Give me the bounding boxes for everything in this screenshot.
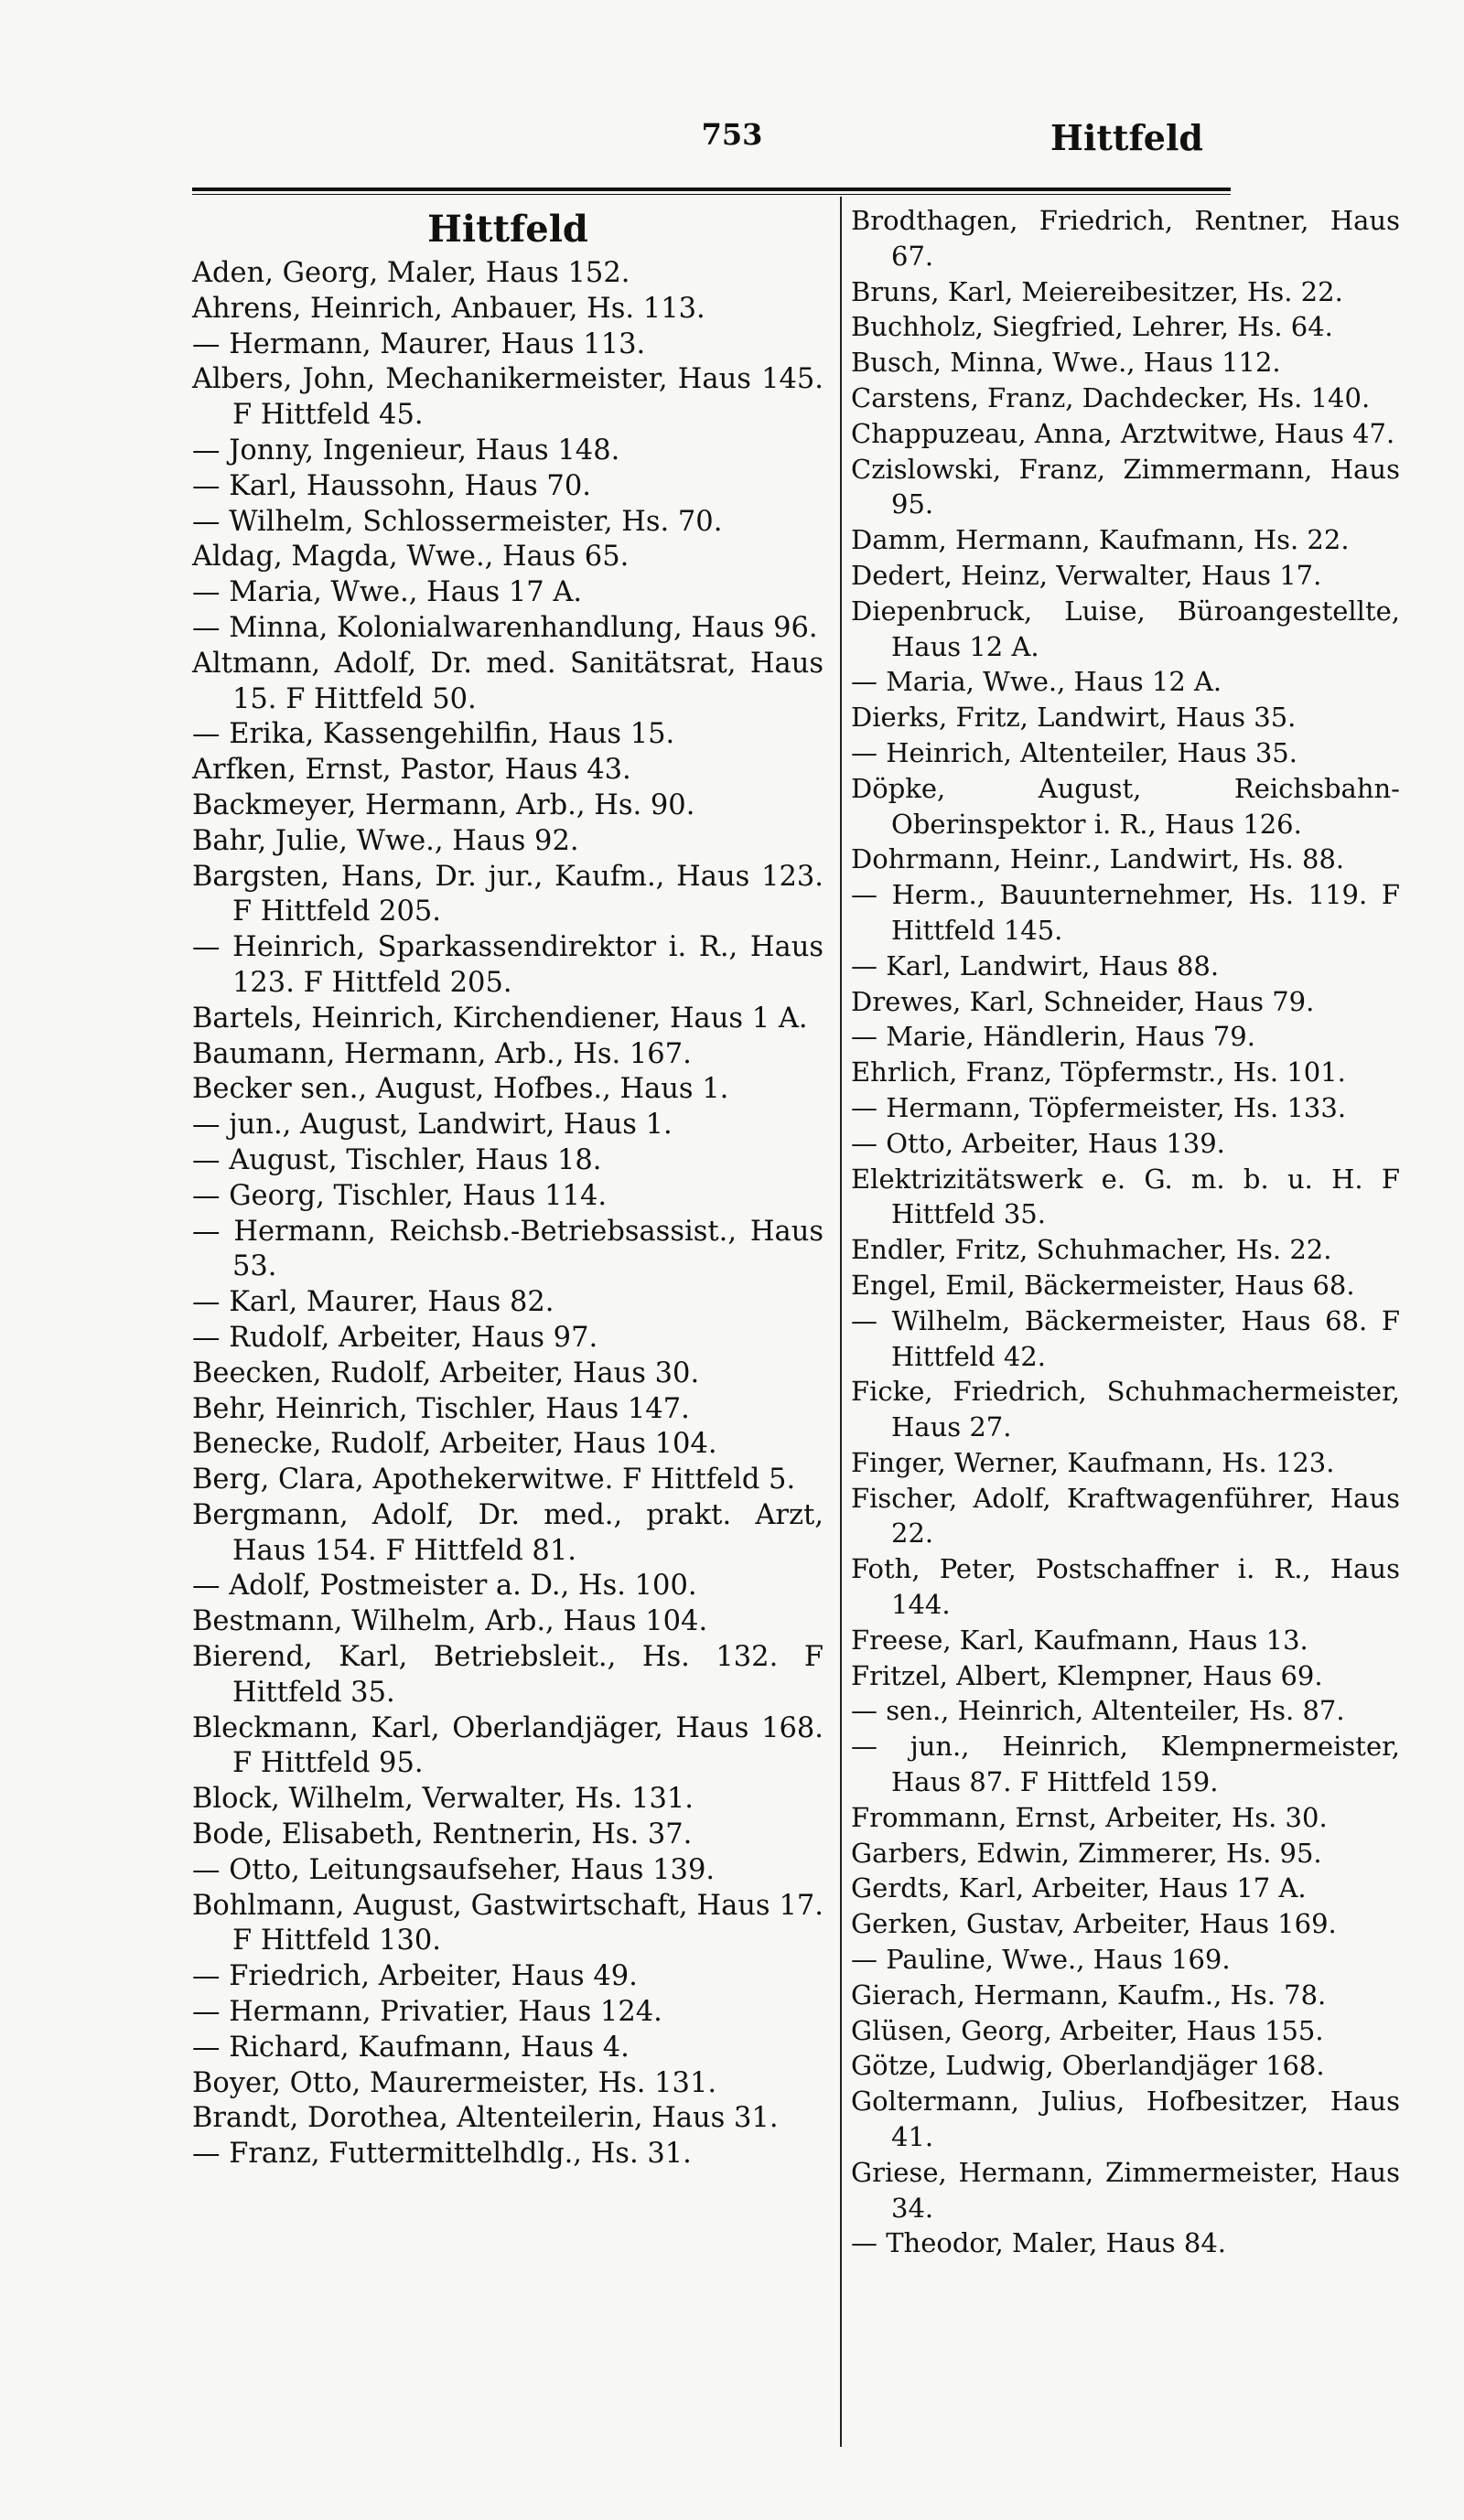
directory-entry: Czislowski, Franz, Zimmermann, Haus 95.	[851, 453, 1400, 520]
directory-entry: — Franz, Futtermittelhdlg., Hs. 31.	[192, 2138, 692, 2171]
directory-entry: Becker sen., August, Hofbes., Haus 1.	[192, 1073, 729, 1106]
directory-entry: — Wilhelm, Schlossermeister, Hs. 70.	[192, 505, 723, 538]
directory-entry: Busch, Minna, Wwe., Haus 112.	[851, 347, 1281, 379]
directory-entry: Griese, Hermann, Zimmermeister, Haus 34.	[851, 2156, 1400, 2224]
directory-entry: — Karl, Haussohn, Haus 70.	[192, 469, 591, 502]
directory-entry: Bergmann, Adolf, Dr. med., prakt. Arzt, Haus 154. F Hittfeld 81.	[192, 1498, 824, 1567]
directory-entry: Götze, Ludwig, Oberlandjäger 168.	[851, 2050, 1325, 2082]
directory-entry: Döpke, August, Reichsbahn-Oberinspektor i. R., Haus 126.	[851, 772, 1400, 840]
directory-entry: Brodthagen, Friedrich, Rentner, Haus 67.	[851, 205, 1400, 272]
directory-entry: Dierks, Fritz, Landwirt, Haus 35.	[851, 702, 1297, 734]
section-title: Hittfeld	[427, 208, 588, 251]
directory-entry: — Herm., Bauunternehmer, Hs. 119. F Hittfeld 145.	[851, 879, 1400, 946]
directory-entry: Damm, Hermann, Kaufmann, Hs. 22.	[851, 524, 1350, 556]
directory-entry: Benecke, Rudolf, Arbeiter, Haus 104.	[192, 1428, 717, 1461]
directory-entry: Bode, Elisabeth, Rentnerin, Hs. 37.	[192, 1818, 693, 1851]
directory-entry: — Pauline, Wwe., Haus 169.	[851, 1944, 1231, 1976]
directory-entry: Fritzel, Albert, Klempner, Haus 69.	[851, 1659, 1323, 1691]
column-divider	[840, 197, 842, 2447]
directory-entry: Bestmann, Wilhelm, Arb., Haus 104.	[192, 1605, 708, 1638]
directory-entry: — Otto, Arbeiter, Haus 139.	[851, 1127, 1225, 1159]
directory-entry: — Erika, Kassengehilfin, Haus 15.	[192, 718, 675, 751]
directory-entry: Albers, John, Mechanikermeister, Haus 145. F Hittfeld 45.	[192, 363, 824, 432]
directory-entry: — Heinrich, Sparkassendirektor i. R., Haus 123. F Hittfeld 205.	[192, 931, 824, 999]
header-rule	[192, 188, 1231, 191]
directory-entry: — Hermann, Reichsb.-Betriebsassist., Haus 53.	[192, 1215, 824, 1283]
directory-entry: Diepenbruck, Luise, Büroangestellte, Haus 12 A.	[851, 595, 1400, 662]
directory-entry: Goltermann, Julius, Hofbesitzer, Haus 41.	[851, 2086, 1400, 2153]
directory-entry: — Hermann, Töpfermeister, Hs. 133.	[851, 1091, 1347, 1123]
directory-entry: Bohlmann, August, Gastwirtschaft, Haus 17. F Hittfeld 130.	[192, 1889, 824, 1957]
directory-entry: Gerken, Gustav, Arbeiter, Haus 169.	[851, 1908, 1337, 1940]
directory-entry: Gerdts, Karl, Arbeiter, Haus 17 A.	[851, 1872, 1307, 1904]
directory-entry: Garbers, Edwin, Zimmerer, Hs. 95.	[851, 1837, 1322, 1869]
directory-entry: Beecken, Rudolf, Arbeiter, Haus 30.	[192, 1357, 700, 1389]
directory-entry: — jun., August, Landwirt, Haus 1.	[192, 1109, 673, 1142]
directory-entry: — Maria, Wwe., Haus 12 A.	[851, 666, 1222, 698]
directory-entry: — sen., Heinrich, Altenteiler, Hs. 87.	[851, 1695, 1345, 1727]
directory-entry: Gierach, Hermann, Kaufm., Hs. 78.	[851, 1978, 1327, 2011]
directory-entry: Ehrlich, Franz, Töpfermstr., Hs. 101.	[851, 1056, 1346, 1088]
directory-entry: Engel, Emil, Bäckermeister, Haus 68.	[851, 1269, 1355, 1301]
left-column	[192, 203, 824, 2172]
directory-entry: Brandt, Dorothea, Altenteilerin, Haus 31.	[192, 2102, 779, 2135]
directory-entry: Chappuzeau, Anna, Arztwitwe, Haus 47.	[851, 417, 1395, 449]
directory-entry: Bargsten, Hans, Dr. jur., Kaufm., Haus 123. F Hittfeld 205.	[192, 860, 824, 928]
page-number: 753	[701, 117, 763, 152]
directory-entry: Bartels, Heinrich, Kirchendiener, Haus 1 A.	[192, 1002, 808, 1035]
directory-entry: Frommann, Ernst, Arbeiter, Hs. 30.	[851, 1801, 1328, 1833]
directory-entry: Fischer, Adolf, Kraftwagenführer, Haus 22.	[851, 1482, 1400, 1550]
directory-entry: — Heinrich, Altenteiler, Haus 35.	[851, 736, 1297, 768]
directory-entry: — Georg, Tischler, Haus 114.	[192, 1179, 608, 1212]
directory-entry: Freese, Karl, Kaufmann, Haus 13.	[851, 1624, 1308, 1656]
directory-entry: — Friedrich, Arbeiter, Haus 49.	[192, 1960, 638, 1993]
directory-entry: Bruns, Karl, Meiereibesitzer, Hs. 22.	[851, 275, 1343, 307]
directory-entry: Aden, Georg, Maler, Haus 152.	[192, 257, 630, 289]
directory-entry: — Karl, Maurer, Haus 82.	[192, 1286, 554, 1319]
directory-entry: Buchholz, Siegfried, Lehrer, Hs. 64.	[851, 311, 1333, 343]
directory-entry: — Wilhelm, Bäckermeister, Haus 68. F Hittfeld 42.	[851, 1304, 1400, 1372]
page-header	[37, 117, 1427, 190]
directory-entry: Boyer, Otto, Maurermeister, Hs. 131.	[192, 2066, 717, 2099]
directory-entry: Baumann, Hermann, Arb., Hs. 167.	[192, 1037, 692, 1070]
directory-entry: — Karl, Landwirt, Haus 88.	[851, 949, 1220, 981]
directory-entry: Finger, Werner, Kaufmann, Hs. 123.	[851, 1446, 1335, 1478]
directory-entry: — Adolf, Postmeister a. D., Hs. 100.	[192, 1570, 697, 1603]
directory-entry: Drewes, Karl, Schneider, Haus 79.	[851, 985, 1315, 1017]
running-head: Hittfeld	[1050, 117, 1203, 158]
right-column	[851, 203, 1400, 2261]
directory-entry: — jun., Heinrich, Klempnermeister, Haus 87. F Hittfeld 159.	[851, 1731, 1400, 1798]
directory-entry: Endler, Fritz, Schuhmacher, Hs. 22.	[851, 1234, 1332, 1266]
directory-entry: — Hermann, Privatier, Haus 124.	[192, 1996, 662, 2029]
directory-entry: Ficke, Friedrich, Schuhmachermeister, Haus 27.	[851, 1376, 1400, 1443]
header-rule-thin	[192, 194, 1231, 195]
directory-entry: — Marie, Händlerin, Haus 79.	[851, 1021, 1255, 1053]
directory-entry: Altmann, Adolf, Dr. med. Sanitätsrat, Haus 15. F Hittfeld 50.	[192, 647, 824, 715]
directory-entry: Bahr, Julie, Wwe., Haus 92.	[192, 824, 579, 857]
directory-entry: Glüsen, Georg, Arbeiter, Haus 155.	[851, 2014, 1324, 2046]
directory-entry: — August, Tischler, Haus 18.	[192, 1143, 602, 1176]
directory-entry: — Jonny, Ingenieur, Haus 148.	[192, 434, 620, 466]
directory-entry: Behr, Heinrich, Tischler, Haus 147.	[192, 1392, 690, 1425]
directory-entry: — Rudolf, Arbeiter, Haus 97.	[192, 1321, 598, 1354]
directory-entry: — Theodor, Maler, Haus 84.	[851, 2227, 1227, 2259]
directory-entry: Block, Wilhelm, Verwalter, Hs. 131.	[192, 1783, 694, 1816]
directory-entry: Carstens, Franz, Dachdecker, Hs. 140.	[851, 381, 1371, 413]
directory-entry: Backmeyer, Hermann, Arb., Hs. 90.	[192, 788, 695, 821]
directory-entry: Aldag, Magda, Wwe., Haus 65.	[192, 541, 630, 574]
directory-entry: Dohrmann, Heinr., Landwirt, Hs. 88.	[851, 843, 1345, 875]
directory-entry: — Richard, Kaufmann, Haus 4.	[192, 2031, 630, 2064]
directory-entry: — Minna, Kolonialwarenhandlung, Haus 96.	[192, 611, 818, 644]
directory-entry: Dedert, Heinz, Verwalter, Haus 17.	[851, 559, 1322, 591]
directory-entry: — Maria, Wwe., Haus 17 A.	[192, 576, 583, 609]
directory-entry: Foth, Peter, Postschaffner i. R., Haus 144.	[851, 1553, 1400, 1621]
directory-entry: Bierend, Karl, Betriebsleit., Hs. 132. F Hittfeld 35.	[192, 1641, 824, 1709]
directory-entry: Berg, Clara, Apothekerwitwe. F Hittfeld 5.	[192, 1464, 796, 1496]
directory-entry: Elektrizitätswerk e. G. m. b. u. H. F Hittfeld 35.	[851, 1163, 1400, 1230]
directory-entry: Bleckmann, Karl, Oberlandjäger, Haus 168. F Hittfeld 95.	[192, 1711, 824, 1780]
directory-entry: — Hermann, Maurer, Haus 113.	[192, 327, 646, 360]
directory-entry: — Otto, Leitungsaufseher, Haus 139.	[192, 1853, 716, 1886]
directory-entry: Arfken, Ernst, Pastor, Haus 43.	[192, 754, 631, 787]
directory-entry: Ahrens, Heinrich, Anbauer, Hs. 113.	[192, 292, 705, 325]
